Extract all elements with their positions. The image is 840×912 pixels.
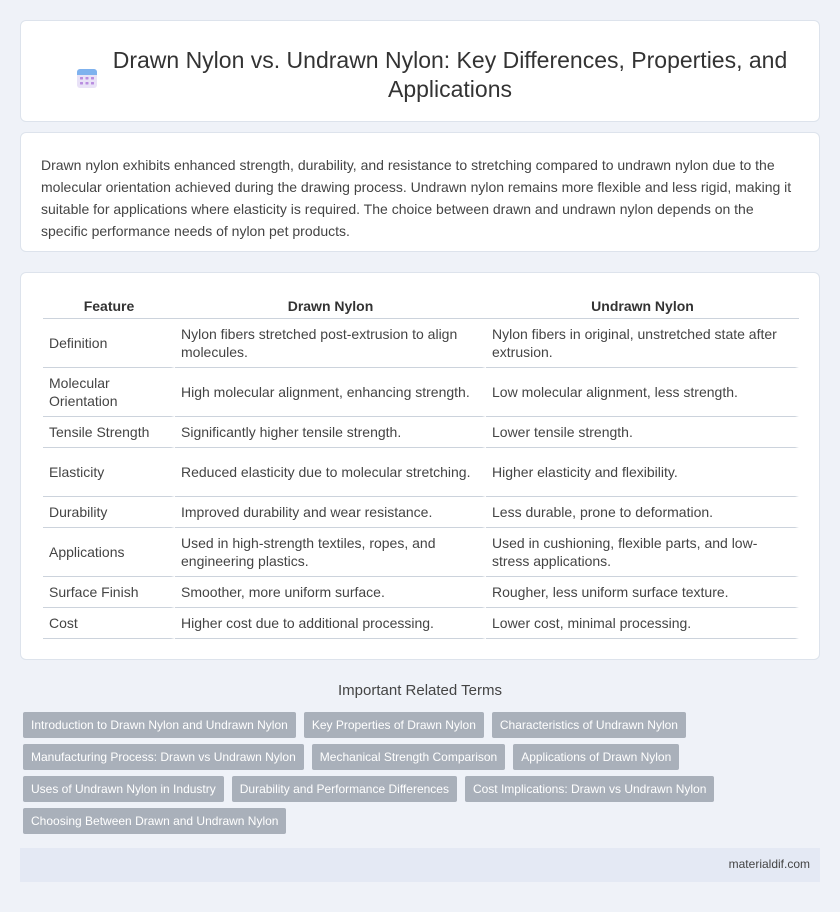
related-term-tag[interactable]: Mechanical Strength Comparison bbox=[312, 744, 505, 770]
footer-site-link[interactable]: materialdif.com bbox=[728, 857, 810, 871]
drawn-cell: Significantly higher tensile strength. bbox=[175, 417, 486, 448]
feature-cell: Tensile Strength bbox=[43, 417, 175, 448]
table-row bbox=[43, 577, 799, 608]
table-row bbox=[43, 319, 799, 368]
comparison-table-card bbox=[20, 272, 820, 660]
header-drawn-nylon: Drawn Nylon bbox=[175, 293, 486, 319]
related-term-tag[interactable]: Introduction to Drawn Nylon and Undrawn Nylon bbox=[23, 712, 296, 738]
feature-cell: Cost bbox=[43, 608, 175, 639]
drawn-cell: Improved durability and wear resistance. bbox=[175, 497, 486, 528]
drawn-cell: Smoother, more uniform surface. bbox=[175, 577, 486, 608]
calendar-grid-icon bbox=[75, 66, 99, 90]
comparison-table bbox=[43, 293, 799, 639]
feature-cell: Applications bbox=[43, 528, 175, 577]
related-term-tag[interactable]: Key Properties of Drawn Nylon bbox=[304, 712, 484, 738]
table-row bbox=[43, 417, 799, 448]
related-term-tag[interactable]: Choosing Between Drawn and Undrawn Nylon bbox=[23, 808, 286, 834]
related-terms-list bbox=[23, 712, 813, 834]
drawn-cell: Used in high-strength textiles, ropes, and engineering plastics. bbox=[175, 528, 486, 577]
related-term-tag[interactable]: Applications of Drawn Nylon bbox=[513, 744, 679, 770]
undrawn-cell: Rougher, less uniform surface texture. bbox=[486, 577, 799, 608]
table-row bbox=[43, 448, 799, 497]
intro-paragraph: Drawn nylon exhibits enhanced strength, durability, and resistance to stretching compared to undrawn nylon due to the molecular orientation achieved during the drawing process. Undrawn nylon remains more flexible and less rigid, making it suitable for applications where elasticity is required. The choice between drawn and undrawn nylon depends on the specific performance needs of nylon pet products. bbox=[41, 157, 792, 239]
undrawn-cell: Used in cushioning, flexible parts, and low-stress applications. bbox=[486, 528, 799, 577]
title-card bbox=[20, 20, 820, 122]
related-term-tag[interactable]: Cost Implications: Drawn vs Undrawn Nylon bbox=[465, 776, 714, 802]
feature-cell: Molecular Orientation bbox=[43, 368, 175, 417]
table-header-row bbox=[43, 293, 799, 319]
related-term-tag[interactable]: Manufacturing Process: Drawn vs Undrawn Nylon bbox=[23, 744, 304, 770]
drawn-cell: Nylon fibers stretched post-extrusion to align molecules. bbox=[175, 319, 486, 368]
related-terms-title: Important Related Terms bbox=[338, 682, 502, 699]
feature-cell: Durability bbox=[43, 497, 175, 528]
related-term-tag[interactable]: Durability and Performance Differences bbox=[232, 776, 457, 802]
header-undrawn-nylon: Undrawn Nylon bbox=[486, 293, 799, 319]
undrawn-cell: Higher elasticity and flexibility. bbox=[486, 448, 799, 497]
feature-cell: Surface Finish bbox=[43, 577, 175, 608]
intro-card bbox=[20, 132, 820, 252]
table-row bbox=[43, 608, 799, 639]
drawn-cell: High molecular alignment, enhancing strength. bbox=[175, 368, 486, 417]
drawn-cell: Reduced elasticity due to molecular stretching. bbox=[175, 448, 486, 497]
table-row bbox=[43, 368, 799, 417]
undrawn-cell: Less durable, prone to deformation. bbox=[486, 497, 799, 528]
undrawn-cell: Nylon fibers in original, unstretched state after extrusion. bbox=[486, 319, 799, 368]
related-term-tag[interactable]: Characteristics of Undrawn Nylon bbox=[492, 712, 686, 738]
undrawn-cell: Lower tensile strength. bbox=[486, 417, 799, 448]
related-term-tag[interactable]: Uses of Undrawn Nylon in Industry bbox=[23, 776, 224, 802]
table-row bbox=[43, 528, 799, 577]
undrawn-cell: Low molecular alignment, less strength. bbox=[486, 368, 799, 417]
drawn-cell: Higher cost due to additional processing. bbox=[175, 608, 486, 639]
feature-cell: Definition bbox=[43, 319, 175, 368]
header-feature: Feature bbox=[43, 293, 175, 319]
page-title: Drawn Nylon vs. Undrawn Nylon: Key Differences, Properties, and Applications bbox=[112, 47, 788, 102]
feature-cell: Elasticity bbox=[43, 448, 175, 497]
undrawn-cell: Lower cost, minimal processing. bbox=[486, 608, 799, 639]
table-row bbox=[43, 497, 799, 528]
footer bbox=[20, 848, 820, 882]
